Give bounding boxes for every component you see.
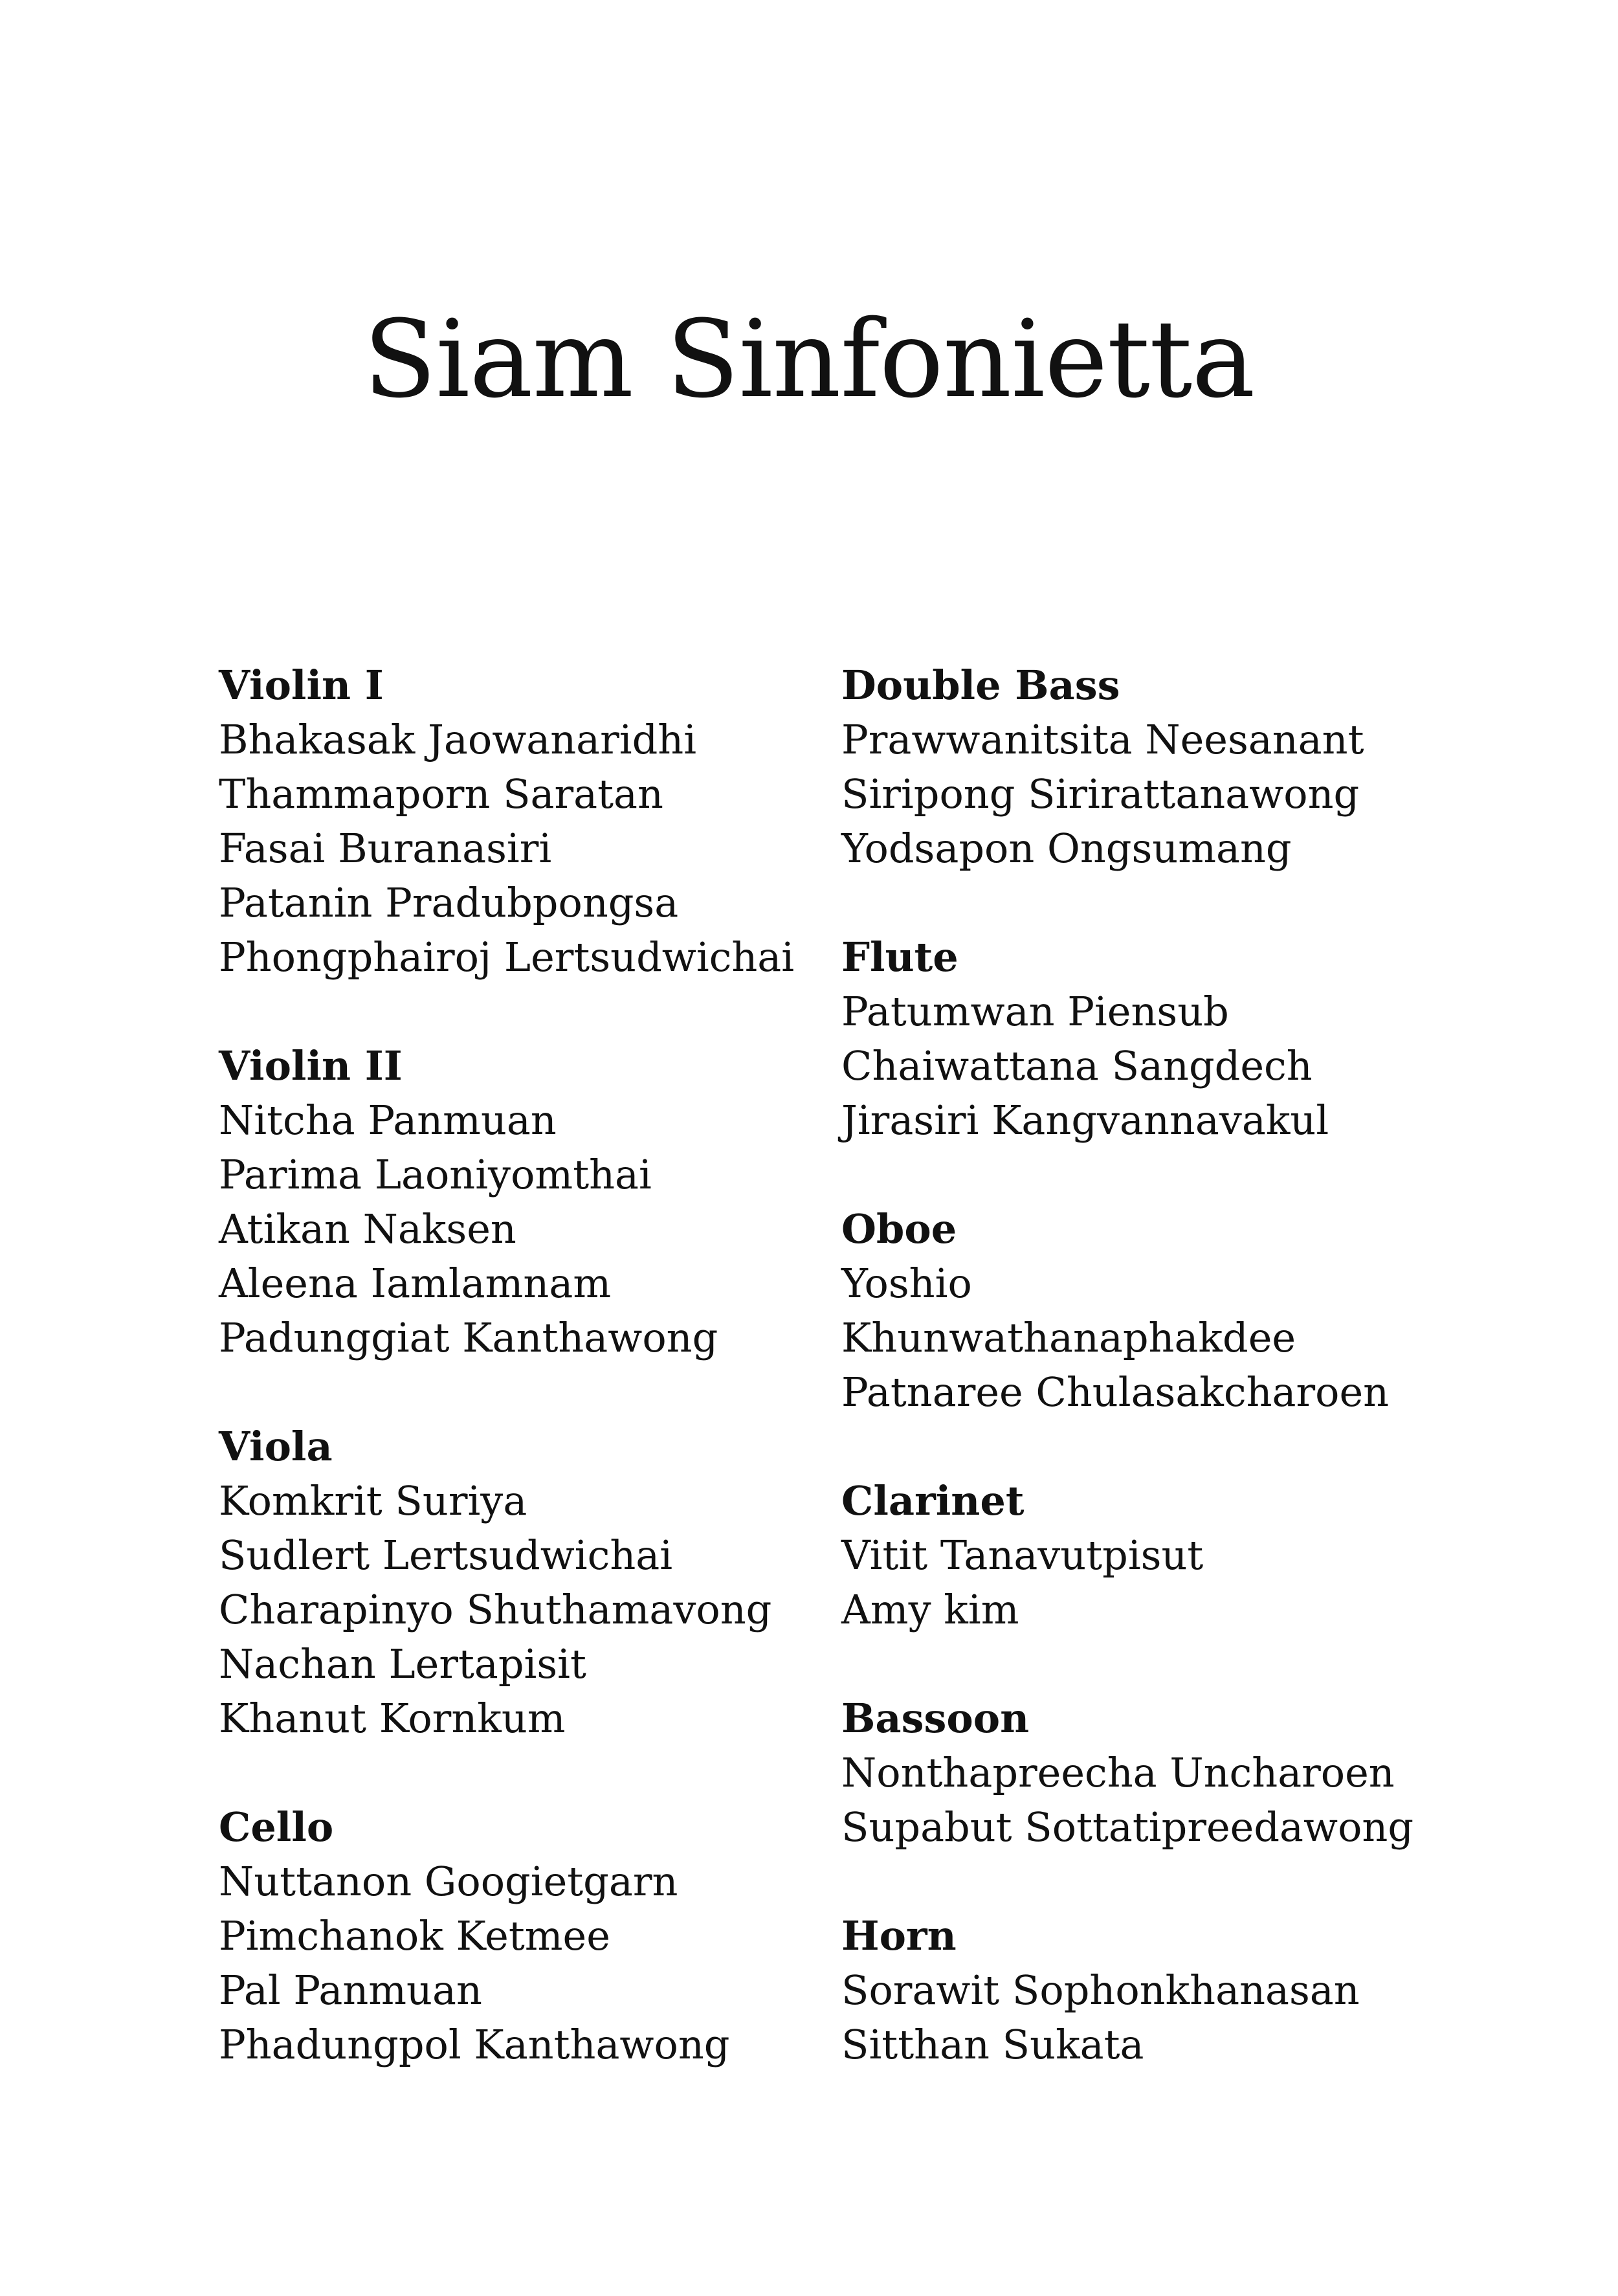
section-heading: Flute [841, 933, 959, 981]
member-name: Komkrit Suriya [219, 1477, 527, 1524]
member-name: Siripong Sirirattanawong [841, 770, 1360, 818]
section-cello [219, 1800, 814, 2072]
member-name: Nitcha Panmuan [219, 1097, 557, 1144]
member-name: Pimchanok Ketmee [219, 1912, 610, 1959]
member-name: Khanut Kornkum [219, 1695, 566, 1742]
section-heading: Violin II [219, 1042, 403, 1089]
member-name: Fasai Buranasiri [219, 825, 552, 872]
member-name: Patnaree Chulasakcharoen [841, 1368, 1390, 1416]
member-name: Khunwathanaphakdee [841, 1314, 1296, 1361]
section-heading: Cello [219, 1803, 334, 1851]
member-name: Phongphairoj Lertsudwichai [219, 933, 795, 981]
member-name: Bhakasak Jaowanaridhi [219, 716, 697, 763]
section-heading: Double Bass [841, 662, 1120, 709]
member-name: Patumwan Piensub [841, 988, 1229, 1035]
member-name: Chaiwattana Sangdech [841, 1042, 1313, 1089]
member-name: Parima Laoniyomthai [219, 1151, 652, 1198]
section-flute [841, 930, 1456, 1148]
member-name: Nonthapreecha Uncharoen [841, 1749, 1395, 1796]
page-title: Siam Sinfonietta [363, 297, 1255, 421]
roster-column-left [219, 658, 814, 2126]
section-heading: Bassoon [841, 1695, 1030, 1742]
member-name: Supabut Sottatipreedawong [841, 1803, 1414, 1851]
section-oboe [841, 1202, 1456, 1420]
section-clarinet [841, 1474, 1456, 1637]
member-name: Yodsapon Ongsumang [841, 825, 1292, 872]
section-heading: Horn [841, 1912, 957, 1959]
member-name: Phadungpol Kanthawong [219, 2021, 730, 2068]
section-double-bass [841, 658, 1456, 876]
member-name: Pal Panmuan [219, 1967, 482, 2014]
member-name: Thammaporn Saratan [219, 770, 663, 818]
member-name: Jirasiri Kangvannavakul [841, 1097, 1329, 1144]
member-name: Charapinyo Shuthamavong [219, 1586, 772, 1633]
section-heading: Violin I [219, 662, 384, 709]
section-viola [219, 1420, 814, 1746]
section-violin-2 [219, 1039, 814, 1365]
section-bassoon [841, 1691, 1456, 1855]
member-name: Aleena Iamlamnam [219, 1260, 612, 1307]
member-name: Nuttanon Googietgarn [219, 1858, 678, 1905]
section-horn [841, 1909, 1456, 2072]
member-name: Yoshio [841, 1260, 972, 1307]
member-name: Vitit Tanavutpisut [841, 1532, 1204, 1579]
section-violin-1 [219, 658, 814, 985]
member-name: Sitthan Sukata [841, 2021, 1144, 2068]
member-name: Nachan Lertapisit [219, 1640, 586, 1688]
member-name: Sorawit Sophonkhanasan [841, 1967, 1360, 2014]
section-heading: Clarinet [841, 1477, 1025, 1524]
member-name: Atikan Naksen [219, 1205, 516, 1253]
member-name: Padunggiat Kanthawong [219, 1314, 718, 1361]
member-name: Sudlert Lertsudwichai [219, 1532, 673, 1579]
section-heading: Oboe [841, 1205, 957, 1253]
section-heading: Viola [219, 1423, 333, 1470]
member-name: Amy kim [841, 1586, 1019, 1633]
roster-column-right [841, 658, 1456, 2126]
member-name: Prawwanitsita Neesanant [841, 716, 1364, 763]
member-name: Patanin Pradubpongsa [219, 879, 679, 926]
